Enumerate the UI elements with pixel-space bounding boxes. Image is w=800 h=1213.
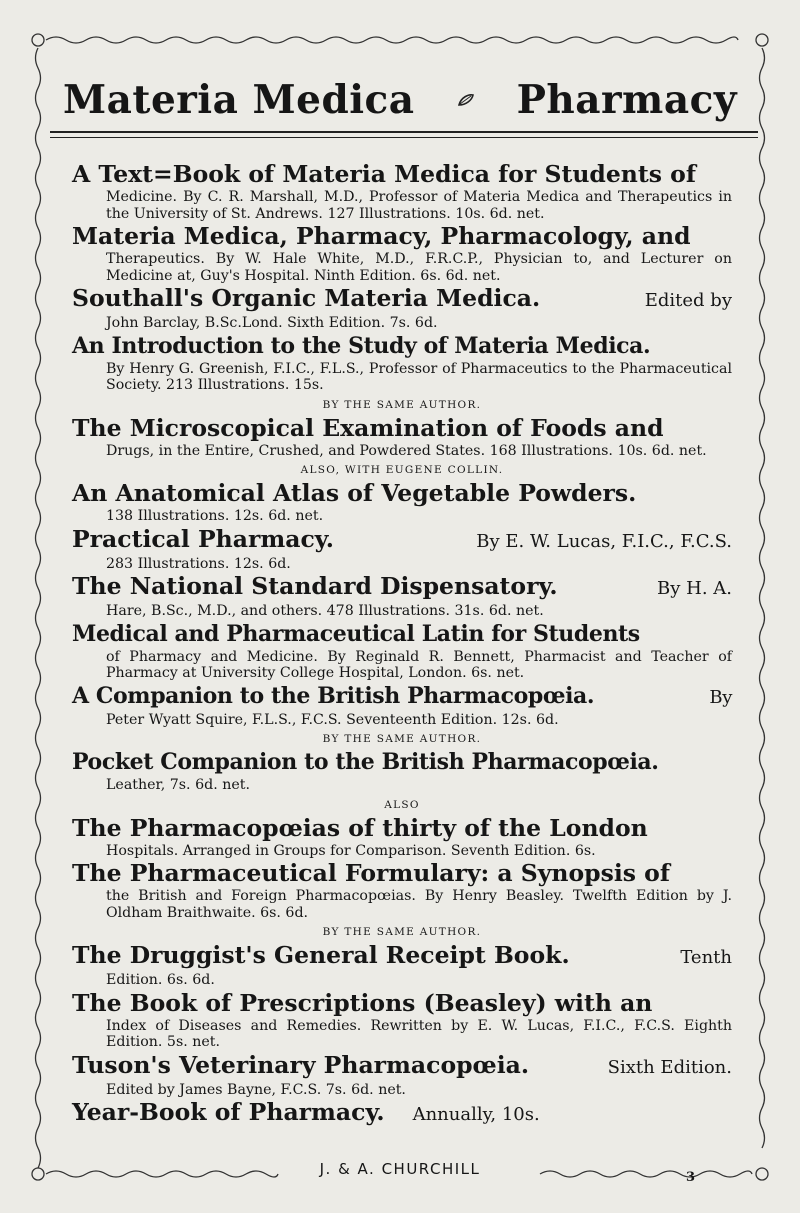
- page-number: 3: [686, 1170, 696, 1185]
- book-description: Medicine. By C. R. Marshall, M.D., Professor of Materia Medica and Therapeutics in the University of St. Andrews. 127 Illustrations. 10s. 6d. net.: [106, 189, 732, 222]
- book-description: Hospitals. Arranged in Groups for Comparison. Seventh Edition. 6s.: [106, 842, 596, 859]
- publisher-footer: [0, 1160, 800, 1182]
- book-description: 138 Illustrations. 12s. 6d. net.: [106, 508, 324, 524]
- author-note: BY THE SAME AUTHOR.: [322, 733, 482, 745]
- book-title: Practical Pharmacy.: [72, 524, 334, 553]
- book-title-tail: Tenth: [680, 947, 732, 968]
- author-note: ALSO, WITH EUGENE COLLIN.: [300, 464, 504, 476]
- book-entry: [72, 620, 732, 682]
- book-description: Index of Diseases and Remedies. Rewritten by E. W. Lucas, F.I.C., F.C.S. Eighth Edition. 5s. net.: [106, 1017, 732, 1050]
- book-entry: [72, 414, 732, 460]
- book-title-tail: Annually, 10s.: [412, 1104, 540, 1125]
- author-note: BY THE SAME AUTHOR.: [322, 398, 482, 411]
- book-title: The Pharmacopœias of thirty of the London: [72, 813, 648, 842]
- book-description: Therapeutics. By W. Hale White, M.D., F.R.C.P., Physician to, and Lecturer on Medicine at, Guy's Hospital. Ninth Edition. 6s. 6d. net.: [106, 251, 732, 284]
- book-entry: [72, 1051, 732, 1099]
- book-title: Materia Medica, Pharmacy, Pharmacology, and: [72, 222, 691, 250]
- book-title: Tuson's Veterinary Pharmacopœia.: [72, 1050, 530, 1079]
- book-entry: [72, 941, 732, 989]
- book-entry: [72, 332, 732, 394]
- book-entry: [72, 748, 732, 794]
- book-entry: [72, 572, 732, 620]
- book-title: The Microscopical Examination of Foods and: [72, 413, 664, 442]
- book-title-tail: By E. W. Lucas, F.I.C., F.C.S.: [476, 530, 732, 552]
- book-description: of Pharmacy and Medicine. By Reginald R. Bennett, Pharmacist and Teacher of Pharmacy at University College Hospital, London. 6s. net.: [106, 648, 732, 681]
- book-title: The Book of Prescriptions (Beasley) with an: [72, 988, 653, 1017]
- heading-rule-thick: [50, 131, 758, 133]
- book-title: The National Standard Dispensatory.: [72, 572, 558, 600]
- book-title-tail: Sixth Edition.: [607, 1056, 732, 1078]
- author-note: ALSO: [384, 798, 420, 811]
- book-entry: [72, 814, 732, 860]
- book-title: An Anatomical Atlas of Vegetable Powders.: [72, 479, 637, 507]
- book-entry: [72, 479, 732, 525]
- author-note: BY THE SAME AUTHOR.: [322, 926, 482, 938]
- book-title: Southall's Organic Materia Medica.: [72, 284, 541, 312]
- book-entry: [72, 1098, 732, 1129]
- book-description: Leather, 7s. 6d. net.: [106, 777, 250, 793]
- book-title: Year-Book of Pharmacy.: [72, 1098, 385, 1126]
- book-entry: [72, 160, 732, 222]
- book-title-tail: By H. A.: [657, 578, 732, 599]
- book-entry: [72, 682, 732, 729]
- book-description: Edited by James Bayne, F.C.S. 7s. 6d. net.: [106, 1081, 406, 1098]
- book-entry: [72, 525, 732, 573]
- book-entry: [72, 989, 732, 1051]
- book-title: A Text=Book of Materia Medica for Students of: [72, 160, 696, 188]
- book-description: John Barclay, B.Sc.Lond. Sixth Edition. 7s. 6d.: [106, 315, 438, 331]
- book-title: The Druggist's General Receipt Book.: [72, 941, 570, 969]
- book-description: Drugs, in the Entire, Crushed, and Powdered States. 168 Illustrations. 10s. 6d. net.: [106, 442, 707, 459]
- leaf-ornament-icon: [457, 93, 475, 107]
- book-entry: [72, 222, 732, 284]
- publisher-name: J. & A. CHURCHILL: [312, 1160, 489, 1178]
- heading-rule-thin: [50, 137, 758, 138]
- heading-right-word: Pharmacy: [516, 77, 738, 123]
- book-description: Hare, B.Sc., M.D., and others. 478 Illustrations. 31s. 6d. net.: [106, 603, 544, 619]
- book-title: Pocket Companion to the British Pharmacopœia.: [72, 749, 659, 775]
- book-description: Edition. 6s. 6d.: [106, 972, 215, 988]
- book-description: the British and Foreign Pharmacopœias. By Henry Beasley. Twelfth Edition by J. Oldham Braithwaite. 6s. 6d.: [106, 888, 732, 921]
- book-entry: [72, 284, 732, 332]
- book-description: By Henry G. Greenish, F.I.C., F.L.S., Professor of Pharmaceutics to the Pharmaceutical Society. 213 Illustrations. 15s.: [106, 360, 732, 393]
- section-heading: [40, 70, 760, 130]
- book-title-tail: Edited by: [644, 290, 732, 311]
- book-title: An Introduction to the Study of Materia Medica.: [72, 332, 651, 359]
- book-list: [72, 160, 732, 1129]
- book-description: 283 Illustrations. 12s. 6d.: [106, 555, 291, 572]
- book-title: Medical and Pharmaceutical Latin for Students: [72, 620, 640, 647]
- book-title-tail: By: [709, 686, 732, 708]
- book-description: Peter Wyatt Squire, F.L.S., F.C.S. Seventeenth Edition. 12s. 6d.: [106, 711, 559, 728]
- book-title: The Pharmaceutical Formulary: a Synopsis of: [72, 859, 670, 887]
- book-title: A Companion to the British Pharmacopœia.: [72, 682, 595, 709]
- book-entry: [72, 859, 732, 921]
- heading-left-word: Materia Medica: [62, 77, 415, 123]
